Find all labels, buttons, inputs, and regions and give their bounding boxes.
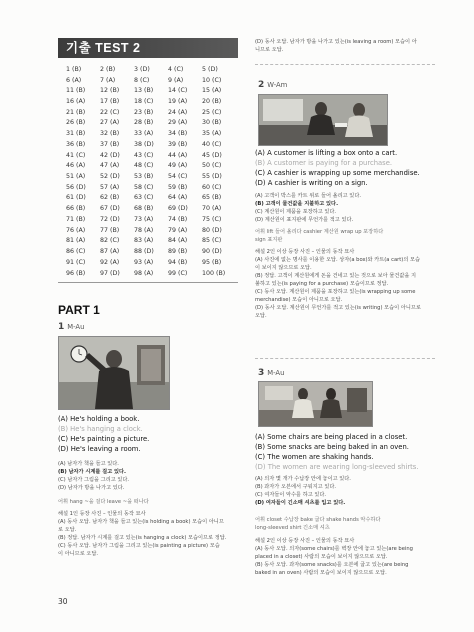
answer-row: [66, 268, 238, 279]
translation-line: (D) 여자들이 긴소매 셔츠를 입고 있다.: [255, 500, 346, 506]
answer-cell: 73 (A): [134, 215, 154, 223]
answer-cell: 13 (B): [134, 87, 154, 95]
answer-cell: 62 (B): [100, 194, 120, 202]
question-3-header: [258, 368, 284, 378]
answer-cell: 38 (D): [134, 140, 154, 148]
answer-cell: 37 (B): [100, 140, 120, 148]
answer-cell: 17 (B): [100, 98, 120, 106]
explanation-line: 해설 2인 이상 등장 사진 – 인물의 동작 묘사: [255, 538, 355, 544]
answer-cell: 98 (A): [134, 269, 154, 277]
answer-cell: 82 (C): [100, 237, 120, 245]
answer-cell: 92 (A): [100, 258, 120, 266]
explanation-line: baked in an oven) 사람의 모습이 보이지 않으므로 오답.: [255, 570, 387, 576]
answer-row: [66, 160, 238, 171]
explanation-line: 해설 1인 등장 사진 – 인물의 동작 묘사: [58, 511, 146, 517]
answer-option: (C) A cashier is wrapping up some merchandise.: [255, 169, 420, 177]
answer-cell: 42 (D): [100, 151, 120, 159]
answer-cell: 23 (B): [134, 108, 154, 116]
answer-cell: 11 (B): [66, 87, 86, 95]
answer-cell: 89 (B): [168, 248, 188, 256]
question-number: 2: [258, 80, 265, 90]
answer-cell: 18 (C): [134, 98, 154, 106]
answer-cell: 59 (B): [168, 183, 188, 191]
answer-cell: 3 (D): [134, 65, 150, 73]
divider: [255, 358, 435, 359]
answer-cell: 93 (A): [134, 258, 154, 266]
answer-cell: 15 (A): [202, 87, 222, 95]
women-baking-illustration: [259, 382, 372, 426]
answer-cell: 7 (A): [100, 76, 116, 84]
answer-row: [66, 150, 238, 161]
part-heading: PART 1: [58, 303, 100, 317]
translation-line: (B) 남자가 시계를 걸고 있다.: [58, 469, 127, 475]
question-2-explanation: [255, 248, 421, 320]
answer-cell: 16 (A): [66, 98, 86, 106]
answer-cell: 80 (D): [202, 226, 222, 234]
question-3-photo: [258, 381, 373, 427]
answer-option: (B) A customer is paying for a purchase.: [255, 159, 393, 167]
answer-row: [66, 246, 238, 257]
question-1-translations: [58, 460, 129, 492]
answer-option: (D) The women are wearing long-sleeved shirts.: [255, 463, 419, 471]
answer-cell: 40 (C): [202, 140, 222, 148]
answer-option: (A) A customer is lifting a box onto a cart.: [255, 149, 398, 157]
question-1-vocab: 어휘 hang ~을 걸다 leave ~을 떠나다: [58, 499, 149, 505]
vocab-line: 어휘 closet 수납장 bake 굽다 shake hands 악수하다: [255, 517, 381, 523]
answer-cell: 83 (A): [134, 237, 154, 245]
cashier-customer-illustration: [259, 95, 387, 145]
answer-row: [66, 214, 238, 225]
answer-cell: 56 (D): [66, 183, 86, 191]
answer-cell: 50 (C): [202, 162, 222, 170]
translation-line: (A) 의자 몇 개가 수납장 안에 놓이고 있다.: [255, 476, 351, 482]
answer-option: (C) He's painting a picture.: [58, 435, 150, 443]
question-2-vocab: [255, 228, 383, 244]
answer-option: (B) Some snacks are being baked in an oven.: [255, 443, 409, 451]
explanation-line: 불하고 있는(is paying for a purchase) 모습이므로 정답.: [255, 281, 389, 287]
explanation-line: (C) 동사 오답. 계산원이 제품을 포장하고 있는(is wrapping up some: [255, 289, 416, 295]
answer-cell: 45 (D): [202, 151, 222, 159]
answer-cell: 32 (B): [100, 130, 120, 138]
translation-line: (D) 남자가 방을 나가고 있다.: [58, 485, 125, 491]
explanation-line: 해설 2인 이상 등장 사진 – 인물의 동작 묘사: [255, 249, 355, 255]
answer-cell: 35 (A): [202, 130, 222, 138]
explanation-line: (B) 동사 오답. 과자(some snacks)를 오븐에 굽고 있는(are being: [255, 562, 409, 568]
answer-cell: 20 (B): [202, 98, 222, 106]
question-number: 3: [258, 368, 265, 378]
answer-cell: 8 (C): [134, 76, 150, 84]
answer-cell: 5 (D): [202, 65, 218, 73]
explanation-line: (B) 정답. 고객이 계산원에게 돈을 건네고 있는 것으로 보아 물건값을 지: [255, 273, 417, 279]
explanation-line: (A) 사진에 없는 명사를 이용한 오답. 상자(a box)와 카트(a cart)의 모습: [255, 257, 420, 263]
explanation-line: placed in a closet) 사람의 모습이 보이지 않으므로 오답.: [255, 554, 388, 560]
answer-cell: 2 (B): [100, 65, 116, 73]
answer-cell: 96 (B): [66, 269, 86, 277]
divider: [255, 64, 435, 65]
question-1-header: [58, 322, 84, 332]
question-number: 1: [58, 322, 65, 332]
answer-row: [66, 236, 238, 247]
answer-row: [66, 128, 238, 139]
explanation-line: (C) 동사 오답. 남자가 그림을 그리고 있는(is painting a picture) 모습: [58, 543, 220, 549]
answer-cell: 57 (A): [100, 183, 120, 191]
answer-cell: 100 (B): [202, 269, 226, 277]
answer-cell: 51 (A): [66, 173, 86, 181]
translation-line: (C) 여자들이 악수를 하고 있다.: [255, 492, 327, 498]
page-number: 30: [58, 597, 68, 606]
answer-cell: 4 (C): [168, 65, 184, 73]
answer-cell: 28 (B): [134, 119, 154, 127]
answer-cell: 25 (C): [202, 108, 222, 116]
question-3-vocab: [255, 516, 380, 532]
answer-cell: 31 (B): [66, 130, 86, 138]
question-3-translations: [255, 475, 351, 507]
explanation-line: 로 오답.: [58, 527, 77, 533]
vocab-line: sign 표지판: [255, 237, 283, 243]
question-2-translations: [255, 192, 361, 224]
translation-line: (A) 고객이 박스를 카트 위로 들어 올리고 있다.: [255, 193, 361, 199]
answer-cell: 44 (A): [168, 151, 188, 159]
answer-cell: 86 (C): [66, 248, 86, 256]
answer-cell: 41 (C): [66, 151, 86, 159]
answer-row: [66, 139, 238, 150]
answer-cell: 55 (D): [202, 173, 222, 181]
explanation-line: merchandise) 모습이 아니므로 오답.: [255, 297, 343, 303]
answer-row: [66, 96, 238, 107]
answer-cell: 76 (A): [66, 226, 86, 234]
answer-cell: 77 (B): [100, 226, 120, 234]
answer-option: (D) A cashier is writing on a sign.: [255, 179, 368, 187]
explanation-line: (A) 동사 오답. 의자(some chairs)를 벽장 안에 놓고 있는(are being: [255, 546, 413, 552]
speaker-label: M-Au: [267, 369, 285, 377]
answer-row: [66, 257, 238, 268]
translation-line: (A) 남자가 책을 들고 있다.: [58, 461, 119, 467]
answer-cell: 43 (C): [134, 151, 154, 159]
answer-cell: 68 (B): [134, 205, 154, 213]
answer-cell: 53 (B): [134, 173, 154, 181]
question-3-explanation: [255, 537, 413, 577]
answer-row: [66, 85, 238, 96]
answer-cell: 30 (B): [202, 119, 222, 127]
answer-cell: 75 (C): [202, 215, 222, 223]
answer-cell: 24 (A): [168, 108, 188, 116]
answer-cell: 39 (B): [168, 140, 188, 148]
answer-cell: 29 (A): [168, 119, 188, 127]
question-1-options: [58, 414, 149, 454]
answer-cell: 72 (D): [100, 215, 120, 223]
answer-cell: 95 (B): [202, 258, 222, 266]
answer-row: [66, 75, 238, 86]
left-column: [58, 38, 238, 283]
answer-row: [66, 225, 238, 236]
answer-cell: 65 (B): [202, 194, 222, 202]
answer-cell: 84 (A): [168, 237, 188, 245]
answer-cell: 12 (B): [100, 87, 120, 95]
answer-cell: 6 (A): [66, 76, 82, 84]
answer-cell: 49 (A): [168, 162, 188, 170]
answer-cell: 10 (C): [202, 76, 222, 84]
answer-row: [66, 171, 238, 182]
answer-cell: 67 (D): [100, 205, 120, 213]
translation-line: (B) 고객이 물건값을 지불하고 있다.: [255, 201, 339, 207]
answer-option: (D) He's leaving a room.: [58, 445, 141, 453]
answer-cell: 94 (B): [168, 258, 188, 266]
answer-option: (A) Some chairs are being placed in a closet.: [255, 433, 408, 441]
answer-row: [66, 203, 238, 214]
translation-line: (B) 과자가 오븐에서 구워지고 있다.: [255, 484, 336, 490]
explanation-line: 이 보이지 않으므로 오답.: [255, 265, 312, 271]
answer-key: [58, 58, 238, 283]
answer-cell: 34 (B): [168, 130, 188, 138]
answer-cell: 66 (B): [66, 205, 86, 213]
answer-cell: 21 (B): [66, 108, 86, 116]
answer-cell: 26 (B): [66, 119, 86, 127]
answer-cell: 52 (D): [100, 173, 120, 181]
q1-continued: [255, 38, 417, 54]
answer-cell: 33 (A): [134, 130, 154, 138]
answer-cell: 90 (D): [202, 248, 222, 256]
question-1-photo: [58, 336, 170, 410]
answer-row: [66, 118, 238, 129]
answer-cell: 27 (A): [100, 119, 120, 127]
answer-cell: 79 (A): [168, 226, 188, 234]
test-title: 기출 TEST 2: [66, 41, 141, 55]
answer-option: (A) He's holding a book.: [58, 415, 140, 423]
explanation-line: 오답.: [255, 313, 267, 319]
answer-cell: 87 (A): [100, 248, 120, 256]
answer-cell: 22 (C): [100, 108, 120, 116]
explanation-line: 이 아니므로 오답.: [58, 551, 99, 557]
vocab-line: long-sleeved shirt 긴소매 셔츠: [255, 525, 330, 531]
answer-cell: 60 (C): [202, 183, 222, 191]
answer-cell: 54 (C): [168, 173, 188, 181]
answer-cell: 47 (A): [100, 162, 120, 170]
answer-cell: 74 (B): [168, 215, 188, 223]
answer-cell: 58 (C): [134, 183, 154, 191]
question-2-header: [258, 80, 287, 90]
answer-cell: 19 (A): [168, 98, 188, 106]
answer-cell: 69 (D): [168, 205, 188, 213]
answer-cell: 46 (A): [66, 162, 86, 170]
explanation-line: (D) 동사 오답. 남자가 방을 나가고 있는(is leaving a room) 모습이 아: [255, 39, 417, 45]
answer-cell: 14 (C): [168, 87, 188, 95]
translation-line: (C) 남자가 그림을 그리고 있다.: [58, 477, 130, 483]
answer-option: (B) He's hanging a clock.: [58, 425, 143, 433]
answer-cell: 63 (C): [134, 194, 154, 202]
man-hanging-clock-illustration: [59, 337, 169, 409]
speaker-label: W-Am: [267, 81, 288, 89]
question-2-photo: [258, 94, 388, 146]
answer-cell: 48 (C): [134, 162, 154, 170]
translation-line: (C) 계산원이 제품을 포장하고 있다.: [255, 209, 337, 215]
speaker-label: M-Au: [67, 323, 85, 331]
explanation-line: (A) 동사 오답. 남자가 책을 들고 있는(is holding a book) 모습이 아니므: [58, 519, 224, 525]
answer-cell: 70 (A): [202, 205, 222, 213]
answer-cell: 71 (B): [66, 215, 86, 223]
question-1-explanation: [58, 510, 226, 558]
answer-option: (C) The women are shaking hands.: [255, 453, 374, 461]
answer-cell: 99 (C): [168, 269, 188, 277]
translation-line: (D) 계산원이 표지판에 무언가를 적고 있다.: [255, 217, 354, 223]
question-3-options: [255, 432, 419, 472]
answer-cell: 61 (D): [66, 194, 86, 202]
answer-cell: 91 (C): [66, 258, 86, 266]
answer-cell: 1 (B): [66, 65, 82, 73]
answer-row: [66, 107, 238, 118]
answer-row: [66, 182, 238, 193]
answer-cell: 97 (D): [100, 269, 120, 277]
answer-cell: 64 (A): [168, 194, 188, 202]
answer-cell: 36 (B): [66, 140, 86, 148]
answer-cell: 85 (C): [202, 237, 222, 245]
question-2-options: [255, 148, 420, 188]
answer-cell: 78 (A): [134, 226, 154, 234]
explanation-line: (D) 동사 오답. 계산원이 무언가를 적고 있는(is writing) 모습이 아니므로: [255, 305, 421, 311]
answer-cell: 88 (D): [134, 248, 154, 256]
answer-cell: 9 (A): [168, 76, 184, 84]
answer-cell: 81 (A): [66, 237, 86, 245]
answer-row: [66, 64, 238, 75]
vocab-line: 어휘 lift 들어 올리다 cashier 계산원 wrap up 포장하다: [255, 229, 384, 235]
answer-row: [66, 193, 238, 204]
explanation-line: (B) 정답. 남자가 시계를 걸고 있는(is hanging a clock) 모습이므로 정답.: [58, 535, 227, 541]
explanation-line: 니므로 오답.: [255, 47, 284, 53]
test-title-bar: [58, 38, 238, 58]
